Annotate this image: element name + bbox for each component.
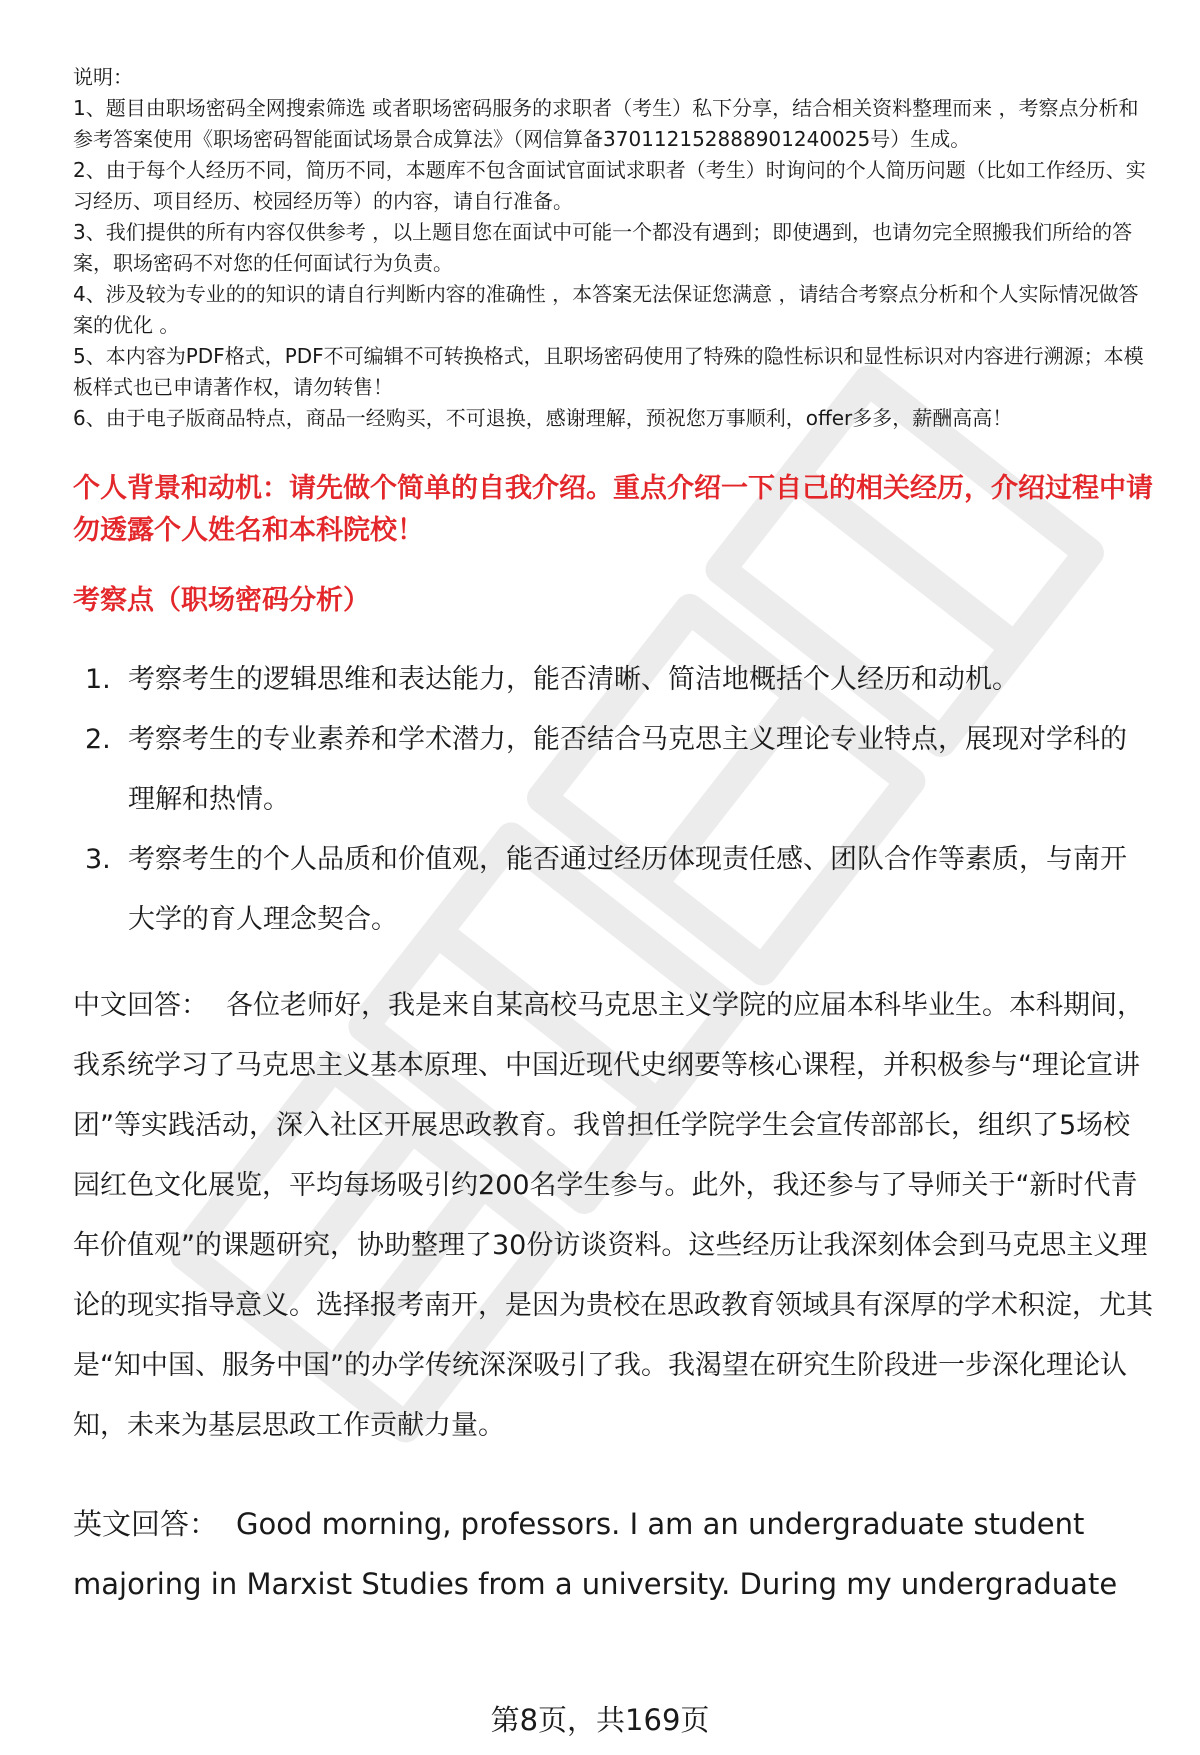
note-item: 4、涉及较为专业的的知识的请自行判断内容的准确性 ，本答案无法保证您满意 ，请结合考察点分析和个人实际情况做答案的优化 。 bbox=[73, 282, 1139, 337]
point-number: 3. bbox=[85, 844, 111, 875]
english-answer-text: Good morning, professors. I am an undergraduate student majoring in Marxist Studies from a university. During my undergraduate bbox=[73, 1507, 1118, 1601]
document-page bbox=[73, 62, 1153, 1614]
note-item: 1、题目由职场密码全网搜索筛选 或者职场密码服务的求职者（考生）私下分享，结合相关资料整理而来 ，考察点分析和参考答案使用《职场密码智能面试场景合成算法》（网信算备370112152888901240025号）生成。 bbox=[73, 96, 1139, 151]
note-item: 5、本内容为PDF格式，PDF不可编辑不可转换格式，且职场密码使用了特殊的隐性标识和显性标识对内容进行溯源；本模板样式也已申请著作权，请勿转售！ bbox=[73, 344, 1144, 399]
note-item: 3、我们提供的所有内容仅供参考 ，以上题目您在面试中可能一个都没有遇到；即使遇到，也请勿完全照搬我们所给的答案，职场密码不对您的任何面试行为负责。 bbox=[73, 220, 1133, 275]
page-number: 第8页，共169页 bbox=[490, 1703, 710, 1737]
point-text: 考察考生的逻辑思维和表达能力，能否清晰、简洁地概括个人经历和动机。 bbox=[128, 664, 1019, 695]
assessment-point bbox=[73, 650, 1153, 710]
assessment-points-title: 考察点（职场密码分析） bbox=[73, 585, 370, 616]
english-answer-label: 英文回答： bbox=[73, 1507, 219, 1541]
english-answer bbox=[73, 1494, 1153, 1614]
chinese-answer bbox=[73, 976, 1153, 1456]
point-number: 1. bbox=[85, 664, 111, 695]
notes-heading: 说明： bbox=[73, 65, 133, 89]
notes-section bbox=[73, 62, 1153, 434]
note-item: 6、由于电子版商品特点，商品一经购买，不可退换，感谢理解，预祝您万事顺利，offer多多，薪酬高高！ bbox=[73, 406, 1013, 430]
assessment-point bbox=[73, 710, 1153, 830]
assessment-points-list bbox=[73, 650, 1153, 950]
point-text: 考察考生的专业素养和学术潜力，能否结合马克思主义理论专业特点，展现对学科的理解和热情。 bbox=[128, 724, 1127, 815]
question-heading: 个人背景和动机：请先做个简单的自我介绍。重点介绍一下自己的相关经历，介绍过程中请勿透露个人姓名和本科院校！ bbox=[73, 473, 1153, 546]
assessment-point bbox=[73, 830, 1153, 950]
point-number: 2. bbox=[85, 724, 111, 755]
point-text: 考察考生的个人品质和价值观，能否通过经历体现责任感、团队合作等素质，与南开大学的育人理念契合。 bbox=[128, 844, 1127, 935]
note-item: 2、由于每个人经历不同，简历不同，本题库不包含面试官面试求职者（考生）时询问的个人简历问题（比如工作经历、实习经历、项目经历、校园经历等）的内容，请自行准备。 bbox=[73, 158, 1146, 213]
chinese-answer-label: 中文回答： bbox=[73, 990, 208, 1021]
chinese-answer-text: 各位老师好，我是来自某高校马克思主义学院的应届本科毕业生。本科期间，我系统学习了马克思主义基本原理、中国近现代史纲要等核心课程，并积极参与“理论宣讲团”等实践活动，深入社区开展思政教育。我曾担任学院学生会宣传部部长，组织了5场校园红色文化展览，平均每场吸引约200名学生参与。此外，我还参与了导师关于“新时代青年价值观”的课题研究，协助整理了30份访谈资料。这些经历让我深刻体会到马克思主义理论的现实指导意义。选择报考南开，是因为贵校在思政教育领域具有深厚的学术积淀，尤其是“知中国、服务中国”的办学传统深深吸引了我。我渴望在研究生阶段进一步深化理论认知，未来为基层思政工作贡献力量。 bbox=[73, 990, 1153, 1441]
